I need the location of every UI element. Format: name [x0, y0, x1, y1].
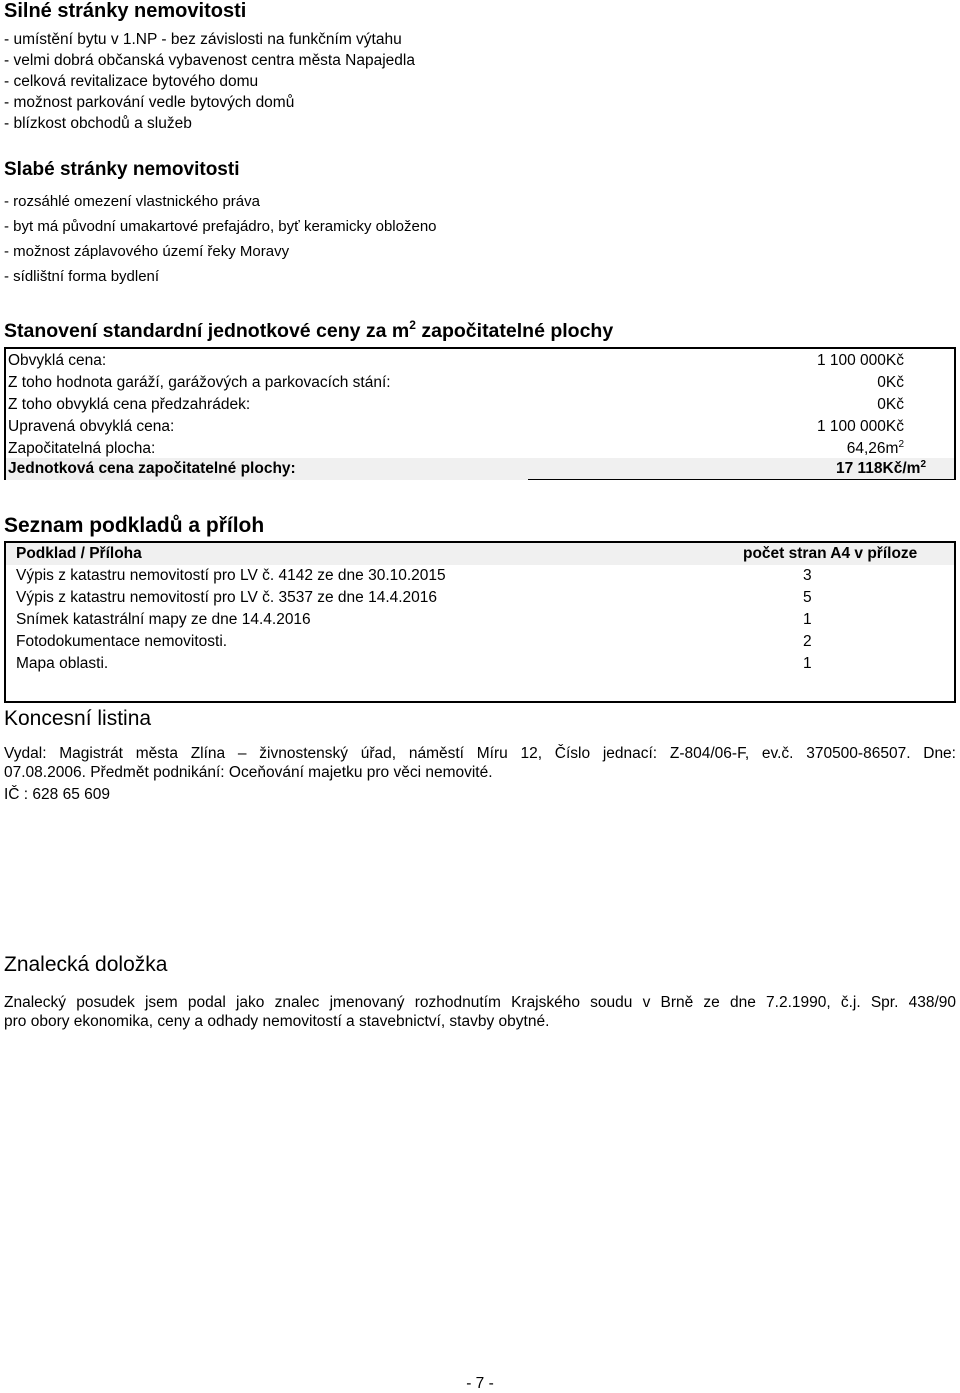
list-item: - byt má původní umakartové prefajádro, byť keramicky obloženo	[4, 218, 437, 235]
unit-price-title-text: Stanovení standardní jednotkové ceny za m	[4, 320, 410, 342]
unit-price-table	[4, 347, 956, 480]
attachment-name: Mapa oblasti.	[16, 655, 109, 672]
row-label: Obvyklá cena:	[8, 352, 107, 369]
table-row	[6, 609, 954, 631]
row-value: 0Kč	[877, 374, 904, 391]
area-value-number: 64,26m	[846, 440, 899, 457]
table-row	[6, 653, 954, 675]
list-item: - velmi dobrá občanská vybavenost centra města Napajedla	[4, 52, 415, 69]
list-item: - blízkost obchodů a služeb	[4, 115, 192, 132]
license-line-1: Vydal: Magistrát města Zlína – živnostenský úřad, náměstí Míru 12, Číslo jednací: Z-804/06-F, ev.č. 370500-86507. Dne:	[4, 745, 956, 762]
row-label: Upravená obvyklá cena:	[8, 418, 175, 435]
table-header	[6, 543, 954, 565]
attachment-name: Výpis z katastru nemovitostí pro LV č. 4142 ze dne 30.10.2015	[16, 567, 446, 584]
attachment-pages: 1	[803, 655, 812, 672]
license-title: Koncesní listina	[4, 707, 152, 730]
list-item: - umístění bytu v 1.NP - bez závislosti na funkčním výtahu	[4, 31, 402, 48]
area-value-sup: 2	[898, 439, 904, 450]
table-row	[6, 587, 954, 609]
unit-price-title	[4, 320, 613, 343]
expert-clause-line-2: pro obory ekonomika, ceny a odhady nemovitostí a stavebnictví, stavby obytné.	[4, 1013, 550, 1030]
result-value-sup: 2	[920, 459, 926, 470]
license-line-2: 07.08.2006. Předmět podnikání: Oceňování majetku pro věci nemovité.	[4, 764, 493, 781]
unit-price-title-sup: 2	[409, 318, 416, 332]
header-pages: počet stran A4 v příloze	[743, 545, 918, 562]
attachment-name: Fotodokumentace nemovitosti.	[16, 633, 228, 650]
result-value-number: 17 118Kč/m	[835, 460, 921, 477]
attachment-name: Snímek katastrální mapy ze dne 14.4.2016	[16, 611, 311, 628]
row-value: 1 100 000Kč	[816, 418, 904, 435]
attachment-name: Výpis z katastru nemovitostí pro LV č. 3537 ze dne 14.4.2016	[16, 589, 438, 606]
row-label: Z toho obvyklá cena předzahrádek:	[8, 396, 251, 413]
area-label: Započitatelná plocha:	[8, 440, 156, 457]
expert-clause-line-1: Znalecký posudek jsem podal jako znalec jmenovaný rozhodnutím Krajského soudu v Brně ze dne 7.2.1990, č.j. Spr. 438/90	[4, 994, 956, 1011]
attachments-table	[4, 541, 956, 703]
strengths-list	[4, 29, 415, 134]
page-number: - 7 -	[466, 1375, 494, 1392]
list-item: - rozsáhlé omezení vlastnického práva	[4, 193, 260, 210]
list-item: - sídlištní forma bydlení	[4, 268, 160, 285]
result-label: Jednotková cena započitatelné plochy:	[8, 460, 296, 477]
table-row	[6, 631, 954, 653]
strengths-title: Silné stránky nemovitosti	[4, 0, 247, 22]
weaknesses-title: Slabé stránky nemovitosti	[4, 159, 240, 180]
license-ico: IČ : 628 65 609	[4, 786, 110, 803]
attachments-title: Seznam podkladů a příloh	[4, 514, 265, 537]
row-value: 0Kč	[877, 396, 904, 413]
table-row	[6, 372, 954, 394]
list-item: - celková revitalizace bytového domu	[4, 73, 259, 90]
weaknesses-list	[4, 189, 437, 289]
attachment-pages: 3	[803, 567, 812, 584]
row-value: 1 100 000Kč	[816, 352, 904, 369]
table-row	[6, 438, 954, 460]
attachment-pages: 1	[803, 611, 812, 628]
table-row	[6, 416, 954, 438]
table-row	[6, 394, 954, 416]
header-document: Podklad / Příloha	[16, 545, 142, 562]
unit-price-title-suffix: započitatelné plochy	[415, 320, 614, 342]
list-item: - možnost parkování vedle bytových domů	[4, 94, 295, 111]
table-row	[6, 565, 954, 587]
table-row	[6, 350, 954, 372]
attachment-pages: 5	[803, 589, 812, 606]
result-row	[6, 458, 954, 480]
row-label: Z toho hodnota garáží, garážových a parkovacích stání:	[8, 374, 391, 391]
list-item: - možnost záplavového území řeky Moravy	[4, 243, 290, 260]
expert-clause-title: Znalecká doložka	[4, 953, 168, 976]
result-underline	[528, 479, 954, 480]
attachment-pages: 2	[803, 633, 812, 650]
